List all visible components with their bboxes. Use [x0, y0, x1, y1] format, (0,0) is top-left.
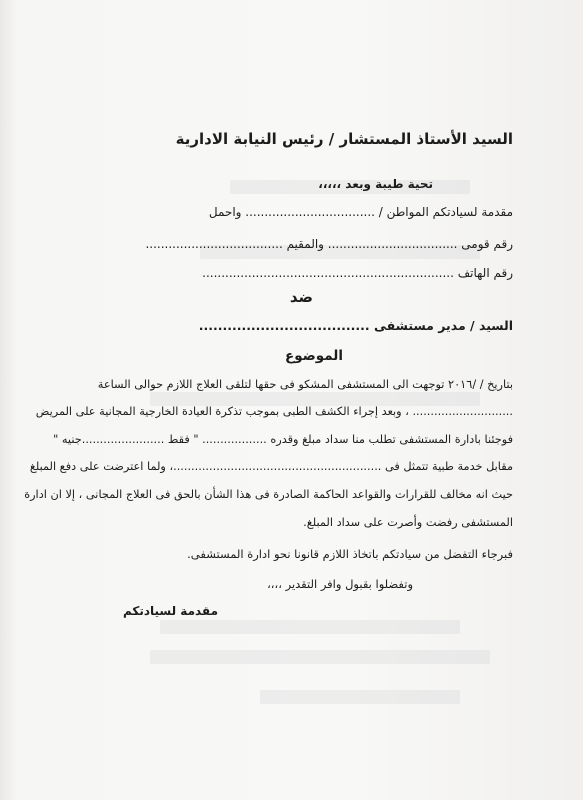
- body-paragraph-line: فوجئنا بادارة المستشفى تطلب منا سداد مبلغ وقدره .................. " فقط .......................جنيه ": [53, 433, 513, 446]
- body-paragraph-line: مقابل خدمة طبية تتمثل فى ..........................................................، ولما اعترضت على دفع المبلغ: [29, 460, 513, 473]
- applicant-line: مقدمة لسيادتكم المواطن / .................................. واحمل: [208, 205, 513, 219]
- national-id-line: رقم قومى .................................. والمقيم ....................................: [145, 237, 513, 251]
- body-paragraph-line: المستشفى رفضت وأصرت على سداد المبلغ.: [303, 516, 513, 529]
- bleed-through-mark: [260, 690, 460, 704]
- bleed-through-mark: [160, 620, 460, 634]
- closing-line: وتفضلوا بقبول وافر التقدير ،،،،: [267, 577, 413, 591]
- request-line: فبرجاء التفضل من سيادتكم باتخاذ اللازم قانونا نحو ادارة المستشفى.: [187, 547, 513, 561]
- signature-line: مقدمة لسيادتكم: [122, 604, 218, 618]
- body-paragraph-line: حيث انه مخالف للقرارات والقواعد الحاكمة الصادرة فى هذا الشأن بالحق فى العلاج المجانى ، إلا ان ادارة: [24, 488, 513, 501]
- body-paragraph-line: بتاريخ / /٢٠١٦ توجهت الى المستشفى المشكو فى حقها لتلقى العلاج اللازم حوالى الساعة: [97, 378, 513, 391]
- greeting: تحية طيبة وبعد ،،،،،: [318, 177, 433, 191]
- respondent-line: السيد / مدير مستشفى ....................................: [198, 318, 513, 333]
- against-heading: ضد: [289, 288, 313, 306]
- body-paragraph-line: ............................ ، وبعد إجراء الكشف الطبى بموجب تذكرة العيادة الخارجية المجانية على المريض: [35, 405, 513, 418]
- recipient-heading: السيد الأستاذ المستشار / رئيس النيابة الادارية: [175, 130, 513, 148]
- bleed-through-mark: [150, 650, 490, 664]
- subject-heading: الموضوع: [285, 348, 343, 364]
- phone-line: رقم الهاتف ..................................................................: [202, 266, 513, 280]
